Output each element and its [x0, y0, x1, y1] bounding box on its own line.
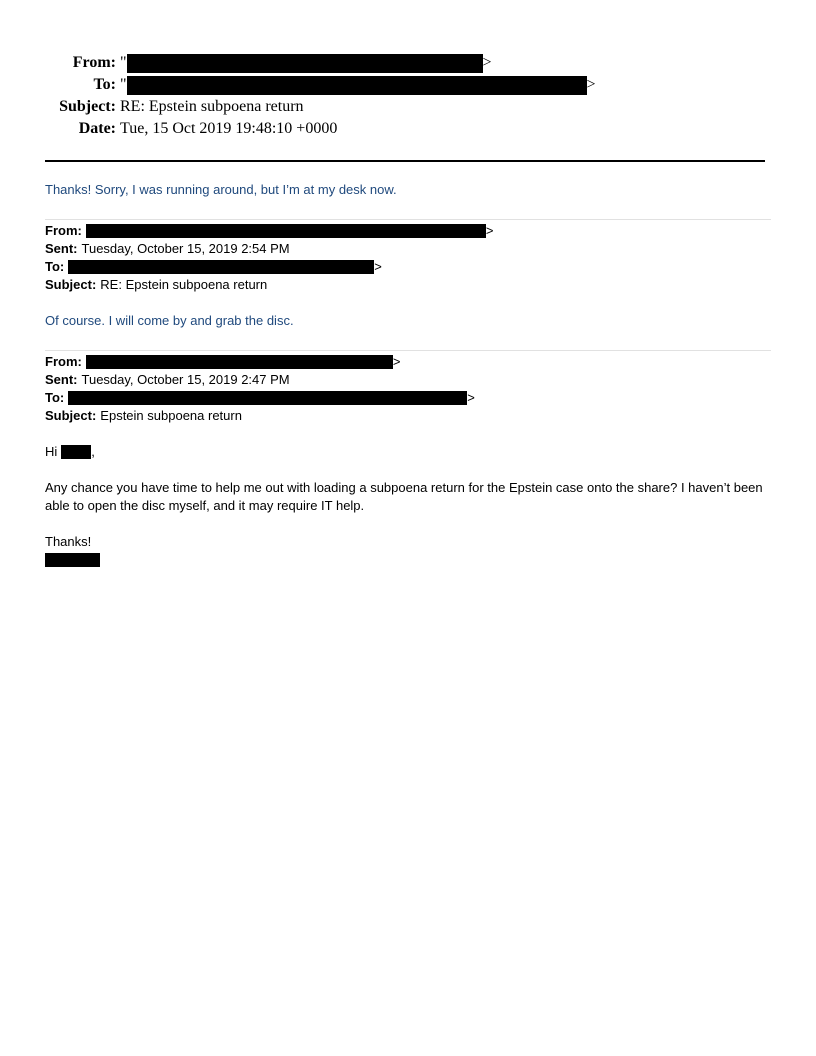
redaction-block: [45, 553, 100, 567]
header-to-row: [45, 74, 605, 96]
message3-sent-label: Sent:: [45, 372, 78, 387]
message3-greeting: [45, 443, 771, 461]
header-to-label: To:: [93, 76, 116, 93]
message3-from-label: From:: [45, 354, 82, 369]
header-subject-label: Subject:: [59, 98, 116, 115]
message2-subject-value: RE: Epstein subpoena return: [100, 277, 268, 292]
header-to-value: [120, 74, 596, 96]
message3-header: [45, 353, 771, 425]
greeting-text: Hi: [45, 444, 58, 459]
header-from-row: [45, 52, 605, 74]
redaction-block: [61, 445, 91, 459]
message3-sent-value: Tuesday, October 15, 2019 2:47 PM: [81, 372, 290, 387]
message3-closing: Thanks!: [45, 534, 92, 549]
message2-to-bracket: >: [374, 259, 382, 274]
message2-sent-value: Tuesday, October 15, 2019 2:54 PM: [81, 241, 290, 256]
message2-header: [45, 222, 771, 294]
message2-body: [45, 312, 771, 330]
header-from-bracket: >: [482, 54, 492, 71]
reply-text: Thanks! Sorry, I was running around, but I’m at my desk now.: [45, 182, 397, 197]
message3-to-row: [45, 389, 771, 407]
redaction-block: [86, 224, 486, 238]
redaction-block: [86, 355, 393, 369]
message3-subject-label: Subject:: [45, 408, 97, 423]
message2-from-row: [45, 222, 771, 240]
message3-subject-value: Epstein subpoena return: [100, 408, 242, 423]
redaction-block: [68, 260, 374, 274]
redaction-block: [127, 54, 483, 73]
message2-from-label: From:: [45, 223, 82, 238]
email-header: [45, 52, 605, 140]
message3-from-row: [45, 353, 771, 371]
redaction-block: [68, 391, 467, 405]
greeting-comma: ,: [91, 444, 95, 459]
message3-body: [45, 443, 771, 569]
message2-from-bracket: >: [485, 223, 494, 238]
header-date-label: Date:: [78, 120, 116, 137]
message2-sent-row: [45, 240, 771, 258]
message-divider: [45, 219, 771, 220]
header-from-quote: ": [120, 54, 127, 71]
message-divider: [45, 350, 771, 351]
message2-to-row: [45, 258, 771, 276]
signature-line: [45, 551, 771, 569]
message3-to-bracket: >: [467, 390, 475, 405]
message3-from-bracket: >: [392, 354, 401, 369]
message2-subject-label: Subject:: [45, 277, 97, 292]
message3-text: Any chance you have time to help me out with loading a subpoena return for the Epstein case onto the share? I haven’t been able to open the disc myself, and it may require IT help.: [45, 480, 763, 513]
header-to-bracket: >: [586, 76, 596, 93]
reply-body: [45, 181, 771, 199]
message2-subject-row: [45, 276, 771, 294]
header-date-row: [45, 118, 605, 140]
header-from-value: [120, 52, 492, 74]
header-from-label: From:: [72, 54, 116, 71]
message2-sent-label: Sent:: [45, 241, 78, 256]
header-subject-value: RE: Epstein subpoena return: [120, 98, 304, 115]
message3-sent-row: [45, 371, 771, 389]
header-subject-row: [45, 96, 605, 118]
message3-subject-row: [45, 407, 771, 425]
header-divider: [45, 160, 765, 162]
header-date-value: Tue, 15 Oct 2019 19:48:10 +0000: [120, 120, 338, 137]
message3-to-label: To:: [45, 390, 65, 405]
message2-text: Of course. I will come by and grab the disc.: [45, 313, 294, 328]
message2-to-label: To:: [45, 259, 65, 274]
redaction-block: [127, 76, 587, 95]
header-to-quote: ": [120, 76, 127, 93]
